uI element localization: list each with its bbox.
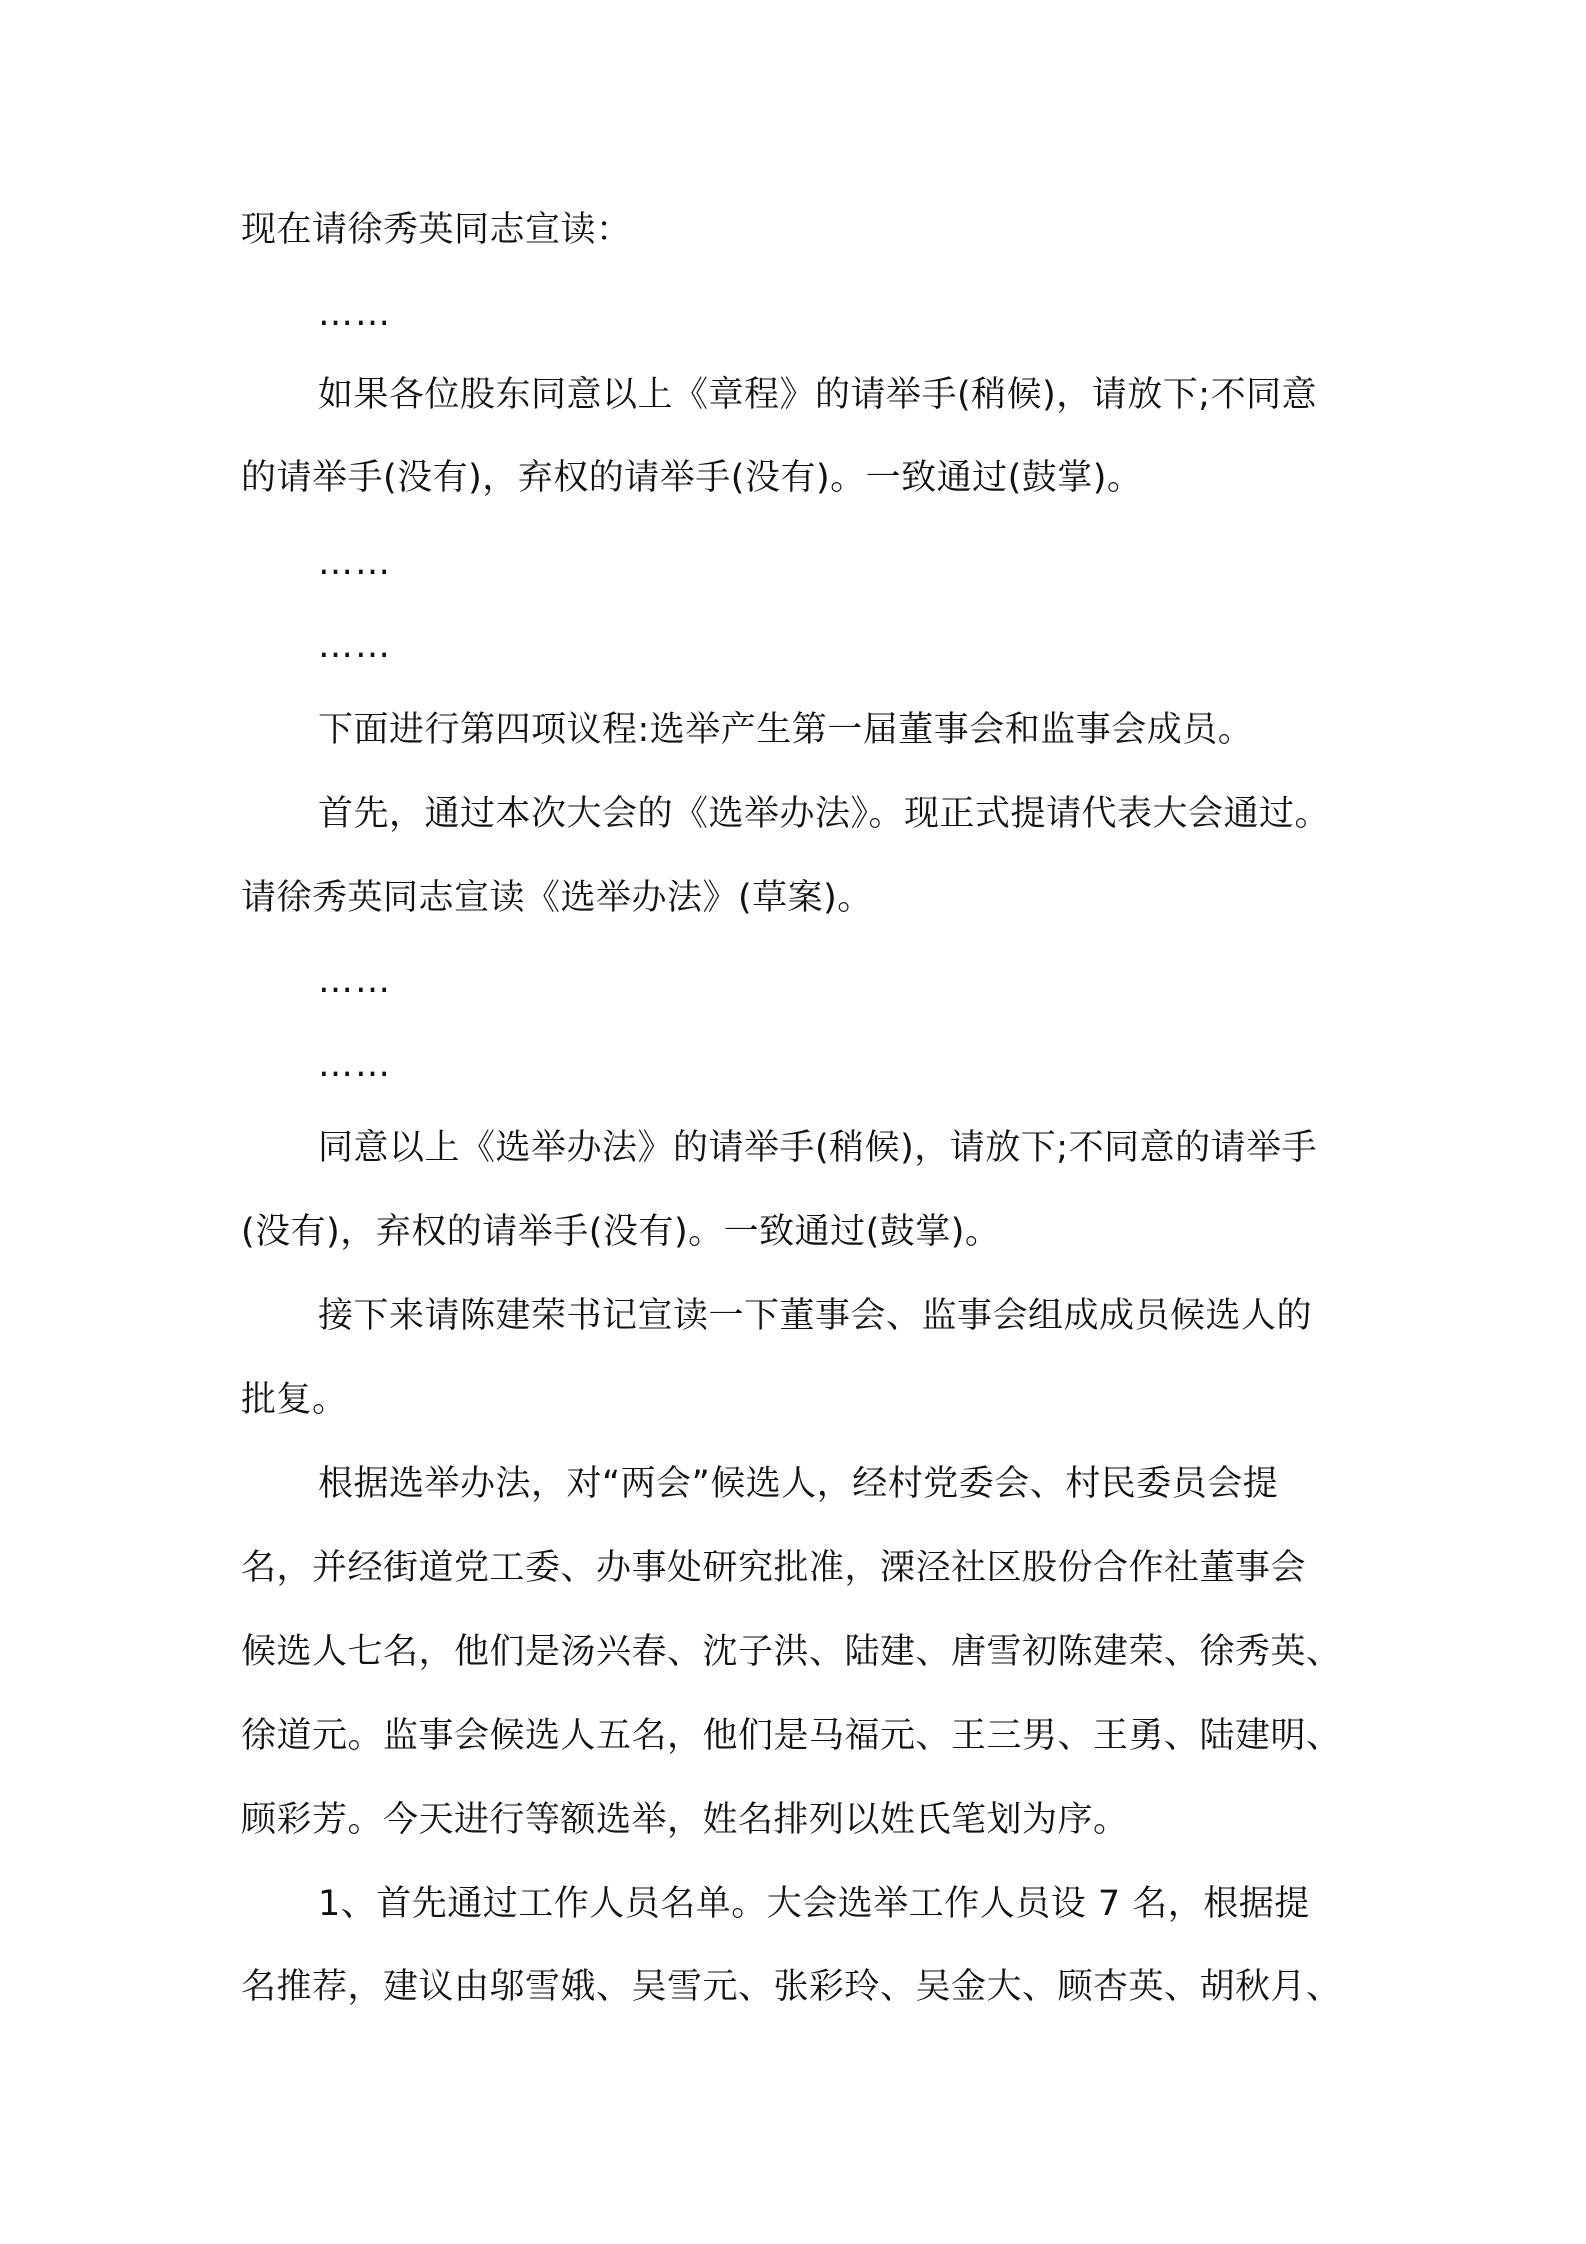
text-line: 现在请徐秀英同志宣读： [241, 210, 632, 250]
text-line: 接下来请陈建荣书记宣读一下董事会、监事会组成成员候选人的 [318, 1296, 1313, 1336]
ellipsis-line: …… [318, 626, 392, 666]
ellipsis-line: …… [318, 1045, 392, 1085]
text-line: 下面进行第四项议程:选举产生第一届董事会和监事会成员。 [318, 710, 1254, 750]
text-line: 根据选举办法，对“两会”候选人，经村党委会、村民委员会提 [318, 1464, 1279, 1504]
text-line: 名，并经街道党工委、办事处研究批准，溧泾社区股份合作社董事会 [241, 1548, 1307, 1588]
text-line: 首先，通过本次大会的《选举办法》。现正式提请代表大会通过。 [318, 794, 1331, 834]
text-line: 候选人七名，他们是汤兴春、沈子洪、陆建、唐雪初陈建荣、徐秀英、 [241, 1632, 1342, 1672]
text-line: 批复。 [241, 1380, 348, 1420]
text-line: 名推荐，建议由邬雪娥、吴雪元、张彩玲、吴金大、顾杏英、胡秋月、 [241, 1967, 1342, 2007]
text-line: 顾彩芳。今天进行等额选举，姓名排列以姓氏笔划为序。 [241, 1800, 1129, 1840]
ellipsis-line: …… [318, 543, 392, 583]
text-line: 同意以上《选举办法》的请举手(稍候)，请放下;不同意的请举手 [318, 1128, 1318, 1168]
text-line: 请徐秀英同志宣读《选举办法》(草案)。 [241, 878, 873, 918]
text-line: 的请举手(没有)，弃权的请举手(没有)。一致通过(鼓掌)。 [241, 458, 1143, 498]
text-line: 如果各位股东同意以上《章程》的请举手(稍候)，请放下;不同意 [318, 375, 1318, 415]
text-line: (没有)，弃权的请举手(没有)。一致通过(鼓掌)。 [241, 1212, 1001, 1252]
text-line: 徐道元。监事会候选人五名，他们是马福元、王三男、王勇、陆建明、 [241, 1716, 1342, 1756]
text-line: 1、首先通过工作人员名单。大会选举工作人员设 7 名，根据提 [318, 1884, 1310, 1924]
ellipsis-line: …… [318, 294, 392, 334]
ellipsis-line: …… [318, 961, 392, 1001]
